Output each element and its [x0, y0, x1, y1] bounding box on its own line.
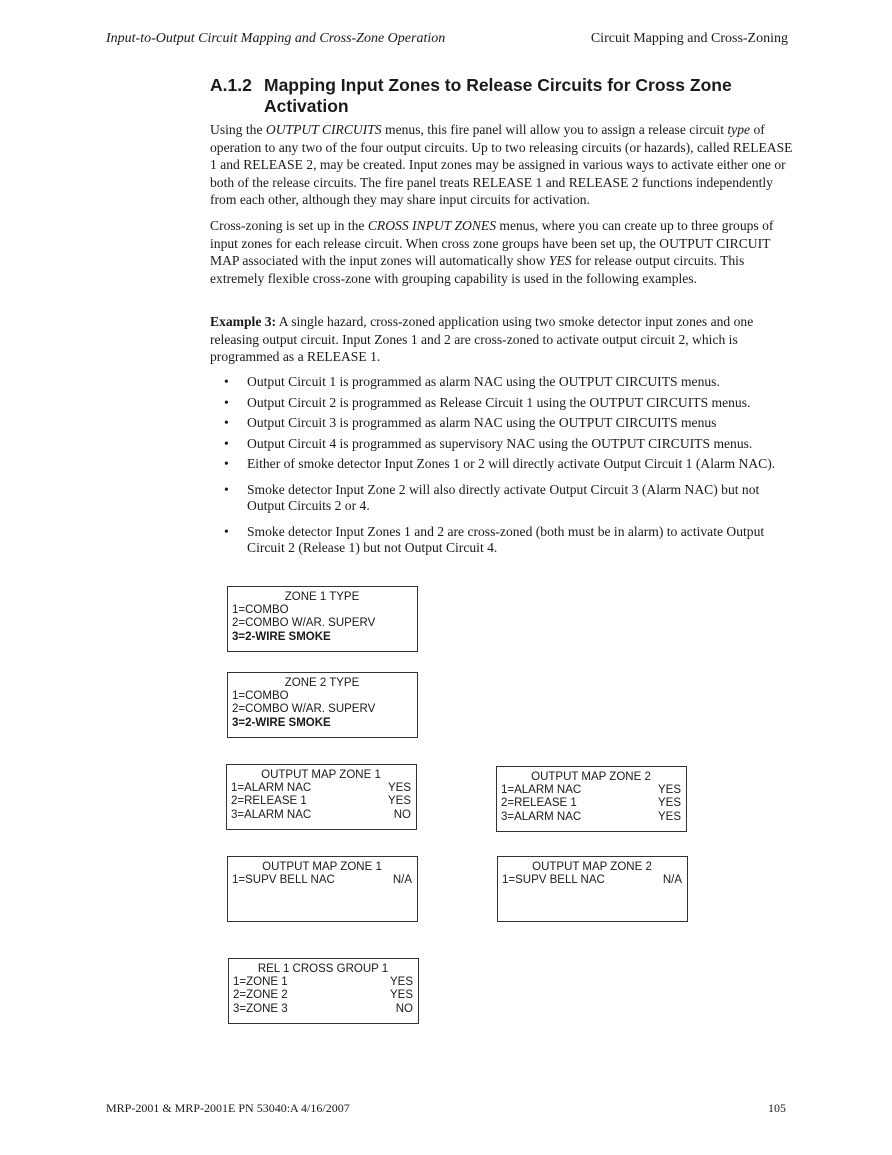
lcd-title: OUTPUT MAP ZONE 1 — [261, 769, 381, 781]
paragraph-output-circuits — [210, 121, 795, 209]
lcd-title: OUTPUT MAP ZONE 1 — [262, 861, 382, 873]
lcd-output-map-zone1-supv — [227, 856, 418, 922]
lcd-row-value: N/A — [392, 874, 412, 887]
lcd-title: ZONE 1 TYPE — [284, 591, 360, 603]
lcd-row — [233, 1003, 413, 1016]
list-item-text: Smoke detector Input Zones 1 and 2 are cross-zoned (both must be in alarm) to activate Output Circuit 2 (Release 1) but not Output Circuit 4. — [247, 523, 765, 555]
lcd-row-value: YES — [389, 989, 413, 1002]
list-item-text: Output Circuit 3 is programmed as alarm NAC using the OUTPUT CIRCUITS menus — [247, 415, 717, 430]
lcd-zone2-type — [227, 672, 418, 738]
lcd-row-label: 3=ALARM NAC — [231, 808, 312, 821]
lcd-title: OUTPUT MAP ZONE 2 — [532, 861, 652, 873]
lcd-line: 1=COMBO — [232, 604, 289, 617]
para2-text-3: for release output circuits. This extremely flexible cross-zone with grouping capability is used in the following examples. — [210, 253, 745, 286]
lcd-line: 2=COMBO W/AR. SUPERV — [232, 703, 376, 716]
lcd-row — [501, 784, 681, 797]
bullet-icon: • — [224, 415, 229, 430]
bullet-icon: • — [224, 394, 229, 410]
para2-text-1: Cross-zoning is set up in the — [210, 218, 368, 233]
lcd-row — [233, 976, 413, 989]
lcd-output-map-zone2 — [496, 766, 687, 832]
lcd-line-selected: 3=2-WIRE SMOKE — [232, 716, 331, 729]
lcd-row — [231, 809, 411, 822]
paragraph-cross-zoning — [210, 217, 795, 287]
para1-text-3: of operation to any two of the four output circuits. Up to two releasing circuits (or hazards), called RELEASE 1 and RELEASE 2, may be created. Input zones may be assigned in various ways to activate either one or both of the release circuits. The fire panel treats RELEASE 1 and RELEASE 2 functions independently from each other, although they may share input circuits for activation. — [210, 122, 793, 207]
lcd-row-value: YES — [389, 976, 413, 989]
section-title-line1: Mapping Input Zones to Release Circuits for Cross Zone — [264, 75, 732, 95]
para1-text-1: Using the — [210, 122, 266, 137]
bullet-icon: • — [224, 481, 229, 497]
lcd-title: OUTPUT MAP ZONE 2 — [531, 771, 651, 783]
section-title-line2: Activation — [264, 96, 349, 116]
lcd-row — [231, 795, 411, 808]
list-item-text: Either of smoke detector Input Zones 1 or 2 will directly activate Output Circuit 1 (Alarm NAC). — [247, 456, 776, 471]
page-number: 105 — [768, 1101, 786, 1115]
lcd-row-value: NO — [395, 1002, 413, 1015]
para1-italic-menu: OUTPUT CIRCUITS — [265, 122, 382, 137]
para1-text-2: menus, this fire panel will allow you to assign a release circuit — [381, 122, 728, 137]
list-item — [210, 482, 795, 515]
lcd-row-label: 1=ALARM NAC — [231, 782, 312, 795]
lcd-row-value: YES — [387, 782, 411, 795]
list-item — [210, 436, 795, 453]
lcd-row-label: 3=ALARM NAC — [501, 810, 582, 823]
lcd-row-value: YES — [657, 797, 681, 810]
running-header-right: Circuit Mapping and Cross-Zoning — [590, 31, 788, 46]
lcd-row — [232, 874, 412, 887]
section-number: A.1.2 — [210, 75, 252, 95]
list-item — [210, 395, 795, 412]
lcd-line-selected: 3=2-WIRE SMOKE — [232, 630, 331, 643]
lcd-output-map-zone2-supv — [497, 856, 688, 922]
lcd-row-label: 2=ZONE 2 — [233, 989, 288, 1002]
para2-italic-yes: YES — [548, 253, 572, 268]
lcd-title: REL 1 CROSS GROUP 1 — [257, 963, 389, 975]
lcd-output-map-zone1 — [226, 764, 417, 830]
para2-italic-menu: CROSS INPUT ZONES — [367, 218, 496, 233]
lcd-row-label: 1=ALARM NAC — [501, 784, 582, 797]
lcd-row — [231, 782, 411, 795]
list-item — [210, 415, 795, 432]
para1-italic-type: type — [727, 122, 751, 137]
bullet-icon: • — [224, 435, 229, 451]
bullet-icon: • — [224, 374, 229, 389]
example-text: A single hazard, cross-zoned application using two smoke detector input zones and one releasing output circuit. Input Zones 1 and 2 are cross-zoned to activate output circuit 2, which is programmed as a RELEASE 1. — [210, 314, 754, 364]
lcd-row-value: YES — [657, 810, 681, 823]
lcd-row-value: YES — [387, 795, 411, 808]
list-item-text: Output Circuit 4 is programmed as supervisory NAC using the OUTPUT CIRCUITS menus. — [247, 435, 753, 451]
running-header-left: Input-to-Output Circuit Mapping and Cross-Zone Operation — [106, 31, 446, 46]
list-item-text: Output Circuit 1 is programmed as alarm NAC using the OUTPUT CIRCUITS menus. — [247, 374, 720, 389]
lcd-zone1-type — [227, 586, 418, 652]
lcd-row — [233, 989, 413, 1002]
lcd-row-label: 3=ZONE 3 — [233, 1002, 288, 1015]
lcd-row-label: 1=SUPV BELL NAC — [232, 874, 335, 887]
paragraph-example-3 — [210, 313, 795, 366]
list-item — [210, 374, 795, 391]
lcd-row-label: 1=ZONE 1 — [233, 976, 288, 989]
lcd-row-label: 2=RELEASE 1 — [231, 795, 307, 808]
lcd-row — [501, 797, 681, 810]
lcd-row — [501, 811, 681, 824]
lcd-row-label: 2=RELEASE 1 — [501, 797, 577, 810]
lcd-row — [502, 874, 682, 887]
footer-doc-id: MRP-2001 & MRP-2001E PN 53040:A 4/16/2007 — [106, 1101, 350, 1115]
list-item — [210, 524, 795, 557]
lcd-row-value: NO — [393, 808, 411, 821]
list-item-text: Smoke detector Input Zone 2 will also directly activate Output Circuit 3 (Alarm NAC) but not Output Circuits 2 or 4. — [247, 481, 760, 513]
lcd-row-value: YES — [657, 784, 681, 797]
lcd-rel1-cross-group1 — [228, 958, 419, 1024]
lcd-row-value: N/A — [662, 874, 682, 887]
list-item-text: Output Circuit 2 is programmed as Release Circuit 1 using the OUTPUT CIRCUITS menus. — [247, 394, 751, 410]
bullet-icon: • — [224, 456, 229, 471]
example-label: Example 3: — [210, 314, 277, 329]
section-title — [210, 75, 800, 117]
list-item — [210, 456, 795, 473]
lcd-title: ZONE 2 TYPE — [284, 677, 360, 689]
lcd-line: 2=COMBO W/AR. SUPERV — [232, 617, 376, 630]
bullet-icon: • — [224, 523, 229, 539]
para2-text-2: menus, where you can create up to three groups of input zones for each release circuit. When cross zone groups have been set up, the OUTPUT CIRCUIT MAP associated with the input zones will automatically show — [210, 218, 774, 268]
lcd-line: 1=COMBO — [232, 690, 289, 703]
lcd-row-label: 1=SUPV BELL NAC — [502, 874, 605, 887]
bullet-list — [210, 374, 795, 561]
